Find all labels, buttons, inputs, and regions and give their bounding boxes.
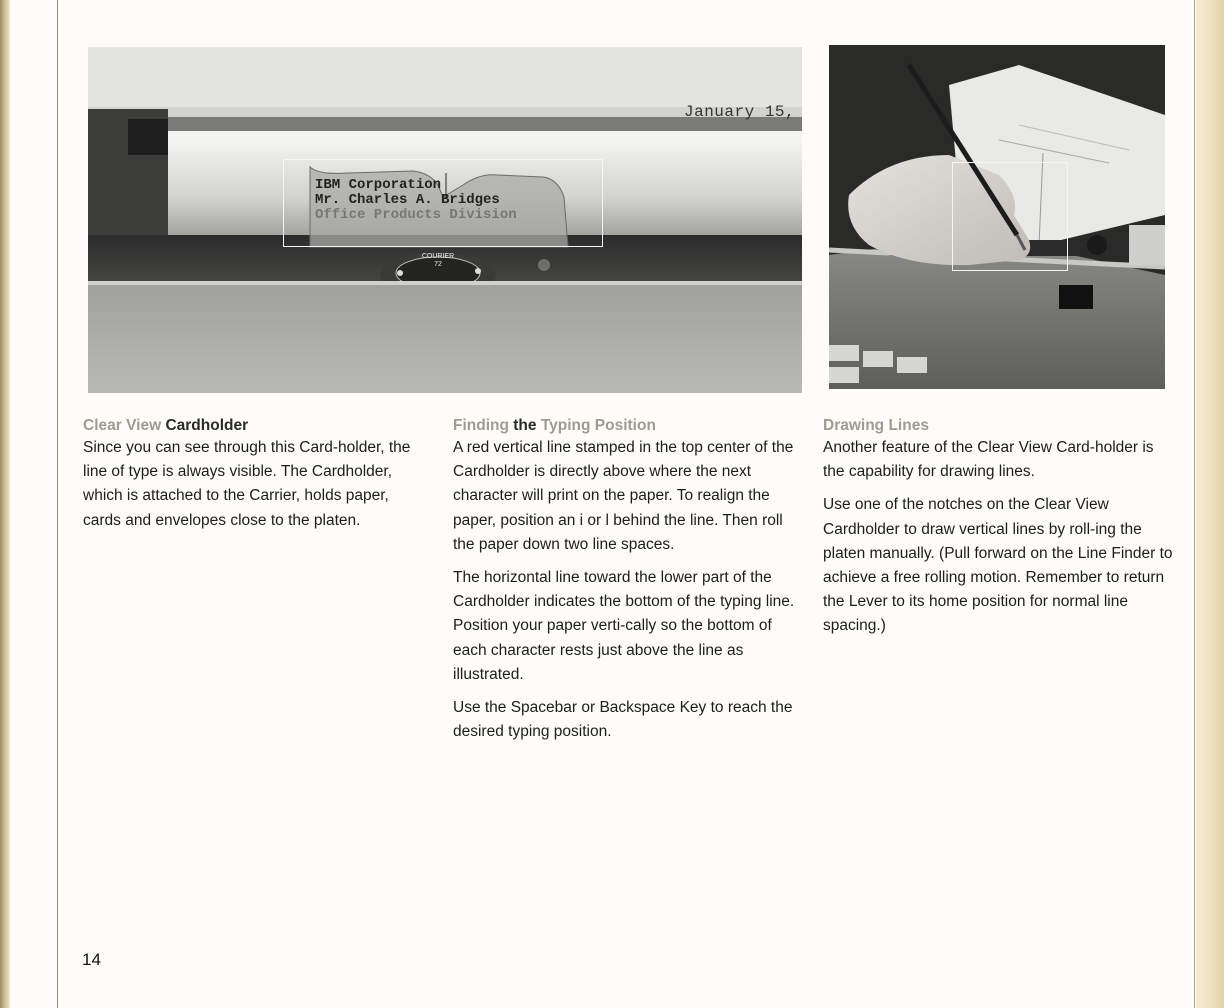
typewheel-label-font: COURIER	[421, 253, 455, 260]
section-finding-typing-position	[453, 416, 803, 753]
heading-part: Typing Position	[540, 417, 656, 434]
cardholder-photo	[88, 47, 802, 393]
drawing-lines-photo	[829, 45, 1165, 389]
typed-line-1: IBM Corporation	[315, 177, 442, 193]
section-clear-view-cardholder	[83, 416, 428, 542]
typed-line-3: Office Products Division	[315, 207, 517, 223]
heading-part: View	[126, 417, 166, 434]
paragraph: Use the Spacebar or Backspace Key to reach the desired typing position.	[453, 699, 793, 741]
cardholder-highlight-box	[283, 159, 603, 247]
heading-part: Clear	[83, 417, 127, 434]
typed-line-2: Mr. Charles A. Bridges	[315, 192, 500, 208]
heading-part: the	[513, 417, 541, 434]
drawing-highlight-box	[952, 162, 1068, 271]
paragraph: Another feature of the Clear View Card-holder is the capability for drawing lines.	[823, 439, 1154, 481]
heading-part: Finding	[453, 417, 514, 434]
paragraph: Since you can see through this Card-holder, the line of type is always visible. The Cardholder, which is attached to the Carrier, holds paper, cards and envelopes close to the platen.	[83, 439, 411, 529]
typewheel-label	[418, 253, 458, 269]
gutter-line-right	[1194, 0, 1195, 1008]
section-heading	[453, 416, 803, 436]
typewheel-label-size: 72	[434, 261, 442, 268]
section-drawing-lines	[823, 416, 1173, 648]
paragraph: A red vertical line stamped in the top center of the Cardholder is directly above where the next character will print on the paper. To realign the paper, position an i or l behind the line. Then roll the paper down two line spaces.	[453, 439, 794, 553]
page-edge-left	[0, 0, 10, 1008]
section-heading	[83, 416, 428, 436]
paragraph: Use one of the notches on the Clear View Cardholder to draw vertical lines by roll-ing the platen manually. (Pull forward on the Line Finder to achieve a free rolling motion. Remember to return the Lever to its home position for normal line spacing.)	[823, 496, 1173, 635]
heading-part: Drawing Lines	[823, 417, 929, 434]
page-edge-right	[1196, 0, 1224, 1008]
page-number: 14	[82, 950, 101, 969]
heading-part: Cardholder	[165, 417, 249, 434]
paragraph: The horizontal line toward the lower part of the Cardholder indicates the bottom of the typing line. Position your paper verti-cally so the bottom of each character rests just above the line as illustrated.	[453, 569, 795, 683]
gutter-line-left	[57, 0, 58, 1008]
typed-date: January 15,	[684, 103, 796, 121]
section-heading	[823, 416, 1173, 436]
